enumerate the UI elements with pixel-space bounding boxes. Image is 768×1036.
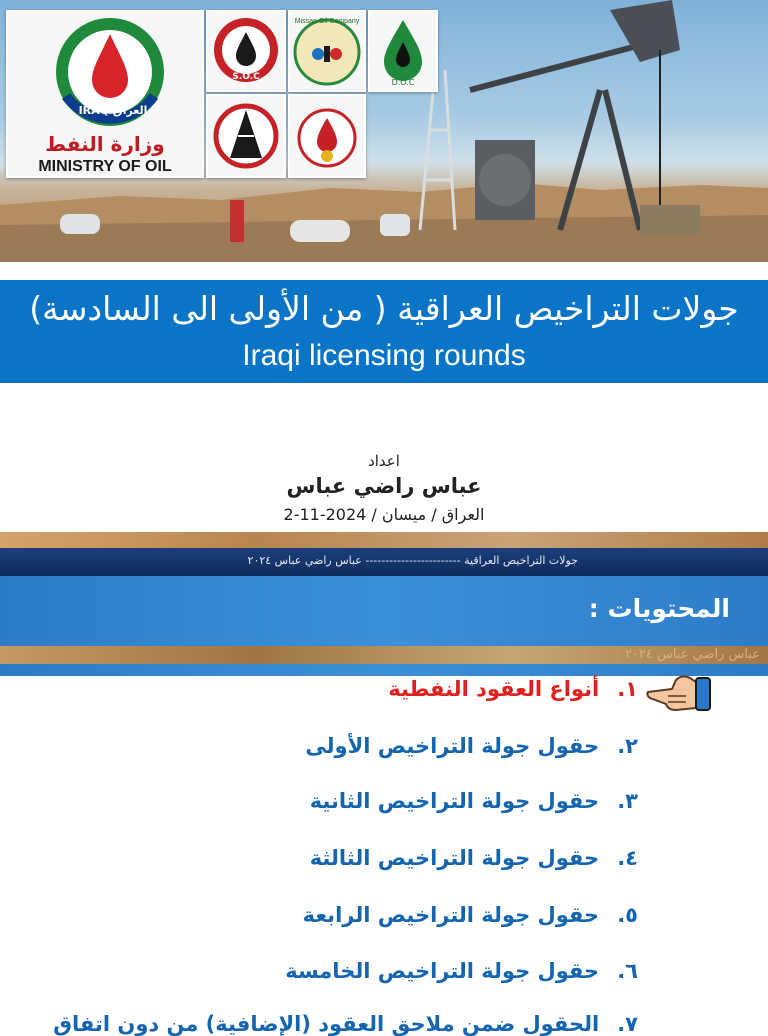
contents-item-3[interactable]: ٣.حقول جولة التراخيص الثانية — [309, 789, 638, 813]
stripe-gold-top — [0, 532, 768, 548]
title-band — [0, 280, 768, 383]
strip-header-text: جولات التراخيص العراقية ------------------------ عباس راضي عباس ٢٠٢٤ — [247, 554, 578, 567]
slide-header-strip — [0, 532, 768, 664]
location-date: العراق / ميسان / 2024-11-2 — [283, 505, 485, 524]
contents-item-4[interactable]: ٤.حقول جولة التراخيص الثالثة — [309, 846, 638, 870]
stripe-gold-bottom — [0, 646, 768, 664]
contents-item-2[interactable]: ٢.حقول جولة التراخيص الأولى — [305, 734, 638, 758]
seal-text: IRAQ العراق — [78, 104, 148, 117]
contents-item-7[interactable]: ٧.الحقول ضمن ملاحق العقود (الإضافية) من دون اتفاق — [53, 1012, 638, 1036]
prepared-by-label: اعداد — [368, 452, 400, 470]
title-arabic: جولات التراخيص العراقية ( من الأولى الى السادسة) — [29, 289, 739, 328]
ministry-name-en: MINISTRY OF OIL — [38, 158, 172, 175]
pointing-hand-icon — [646, 672, 714, 714]
contents-item-6[interactable]: ٦.حقول جولة التراخيص الخامسة — [285, 959, 638, 983]
drilling-logo — [206, 94, 286, 178]
moc-logo: Missan Oil Company — [288, 10, 366, 92]
contents-item-1[interactable]: ١.أنواع العقود النفطية — [388, 677, 638, 701]
strip-footer-text: عباس راضي عباس ٢٠٢٤ — [624, 647, 760, 662]
ministry-name-ar: وزارة النفط — [45, 132, 165, 156]
refining-logo — [288, 94, 366, 178]
title-english: Iraqi licensing rounds — [242, 339, 526, 372]
header-banner — [0, 0, 768, 262]
contents-item-5[interactable]: ٥.حقول جولة التراخيص الرابعة — [302, 903, 638, 927]
contents-label: المحتويات : — [588, 594, 730, 623]
doc-logo: D.O.C — [368, 10, 438, 92]
stripe-dark-bar — [0, 548, 768, 576]
soc-logo: S.O.C — [206, 10, 286, 92]
author-name: عباس راضي عباس — [286, 474, 482, 498]
ministry-logo — [6, 10, 204, 178]
